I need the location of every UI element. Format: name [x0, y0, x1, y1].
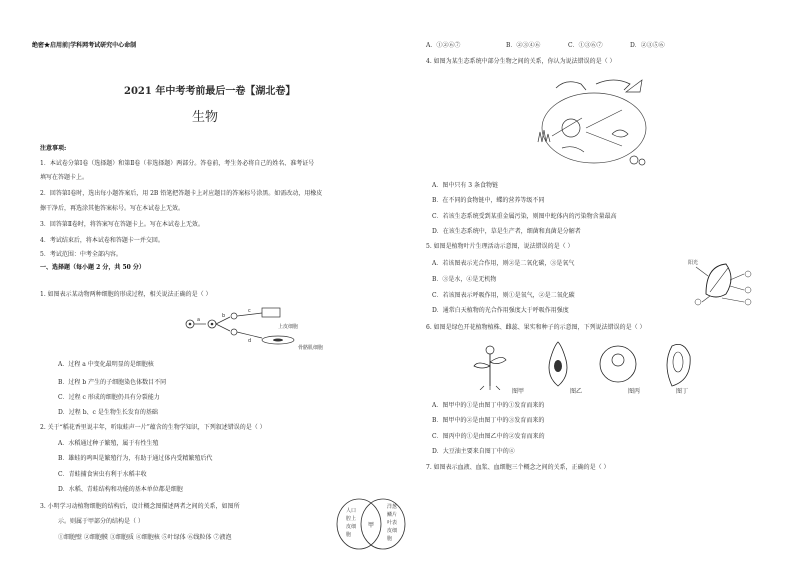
- q4-option-a: A．图中只有 3 条食物链: [432, 182, 498, 189]
- caption-jia: 图甲: [512, 388, 525, 395]
- q6-plant-diagrams: [466, 336, 706, 390]
- note-line: 2．回答第Ⅰ卷时，选出每小题答案后，用 2B 铅笔把答题卡上对应题目的答案标号涂黑。如需改动，用橡皮: [40, 190, 323, 197]
- muscle-nucleus: [273, 339, 283, 342]
- q4-option-b: B．在不同的食物链中，蝶的营养等级不同: [432, 197, 545, 204]
- top-note: 绝密★启用前|学科网考试研究中心命制: [32, 42, 137, 49]
- bird-sketch: [596, 80, 630, 90]
- q1-option-a: A．过程 a 中变化最明显的是细胞核: [58, 361, 154, 368]
- q5-option-b: B．③是水，④是无机物: [432, 276, 497, 283]
- cell-nucleus: [189, 323, 192, 326]
- q2-option-a: A．水稻通过种子繁殖，属于有性生殖: [58, 440, 159, 447]
- q3-option-b: B．②③④⑥: [506, 42, 541, 49]
- q1-stem: 1. 如图表示某动物两种细胞的形成过程，相关说法正确的是（ ）: [40, 291, 212, 298]
- mushroom-sketch: [612, 130, 628, 137]
- caption-bing: 图丙: [628, 388, 641, 395]
- q3-stem-1: 3. 小明学习动植物细胞的结构后，设计概念图描述两者之间的关系，如图所: [40, 503, 240, 510]
- cat-sketch: [556, 82, 586, 90]
- fruit-shape: [600, 346, 636, 382]
- cell-circle: [231, 313, 237, 319]
- venn-left-text: 皮细: [346, 524, 357, 530]
- subject-title: 生物: [192, 110, 219, 125]
- exam-title: 2021 年中考考前最后一卷【湖北卷】: [124, 86, 296, 97]
- venn-right-text: 胞: [387, 536, 393, 542]
- venn-left-circle: [337, 499, 381, 549]
- plant-leaf: [490, 357, 506, 363]
- q2-option-b: B．雄蛙的鸣叫是繁殖行为，有助于通过体内受精繁殖后代: [58, 455, 213, 462]
- q6-option-d: D．大豆油主要来自图丁中的④: [432, 448, 515, 455]
- cell-circle: [231, 329, 237, 335]
- q3-option-c: C．①③⑥⑦: [568, 42, 603, 49]
- section-heading: 一、选择题（每小题 2 分，共 50 分）: [40, 264, 145, 271]
- left-page: [32, 32, 398, 552]
- plant-leaf: [474, 363, 490, 368]
- seed-in-fruit: [612, 354, 624, 366]
- q7-stem: 7. 如图表示血液、血浆、血细胞三个概念之间的关系，正确的是（ ）: [426, 464, 610, 471]
- note-line: 擦干净后，再选涂其他答案标号。写在本试卷上无效。: [40, 205, 185, 212]
- q5-leaf-diagram: [682, 254, 758, 306]
- caption-yi: 图乙: [570, 388, 583, 395]
- q4-food-web-diagram: [526, 70, 656, 170]
- q2-option-d: D．水稻、青蛙结构和功能的基本单位都是细胞: [58, 486, 183, 493]
- q3-stem-2: 示。则属于甲部分的结构是（ ）: [58, 518, 144, 525]
- web-ring: [542, 93, 646, 163]
- label-upper: 上皮细胞: [278, 324, 299, 330]
- venn-mid-label: 甲: [368, 522, 375, 529]
- plant-root: [480, 386, 500, 390]
- note-line: 3．回答第Ⅱ卷时，将答案写在答题卡上。写在本试卷上无效。: [40, 221, 204, 228]
- q1-option-c: C．过程 c 形成的细胞仍具有分裂能力: [58, 394, 160, 401]
- q3-option-a: A．①②⑥⑦: [426, 42, 461, 49]
- label-lower: 骨骼肌细胞: [298, 345, 324, 351]
- label-a: a: [197, 317, 201, 323]
- q6-option-a: A．图甲中的①是由图丁中的①发育而来的: [432, 402, 545, 409]
- note-line: 填写在答题卡上。: [40, 174, 89, 181]
- caption-ding: 图丁: [676, 388, 689, 395]
- cell-nucleus: [211, 323, 214, 326]
- q2-stem: 2. 关于“稻花香里说丰年，听取蛙声一片”蕴含的生物学知识，下列叙述错误的是（ ）: [40, 424, 266, 431]
- venn-left-text: 胞: [346, 532, 352, 538]
- epithelial-cell: [262, 308, 280, 317]
- venn-right-text: 叶表: [387, 520, 398, 526]
- q5-option-d: D．通常白天植物的光合作用强度大于呼吸作用强度: [432, 307, 569, 314]
- seed-shape: [667, 344, 690, 386]
- note-line: 5．考试范围：中考全部内容。: [40, 251, 122, 258]
- q1-option-b: B．过程 b 产生的子细胞染色体数目不同: [58, 379, 167, 386]
- q4-option-c: C．若该生态系统受到某重金属污染，则图中蛇体内的污染物含量最高: [432, 213, 617, 220]
- q3-structure-list: ①细胞壁 ②细胞膜 ③细胞质 ④细胞核 ⑤叶绿体 ⑥线粒体 ⑦液泡: [58, 534, 232, 541]
- insect-sketch: [562, 147, 584, 152]
- notes-heading: 注意事项:: [40, 145, 67, 152]
- venn-right-text: 洋葱: [387, 504, 398, 510]
- q5-option-a: A．若该图表示光合作用，则②是二氧化碳，③是氧气: [432, 260, 575, 267]
- q6-stem: 6. 如图是绿色开花植物植株、雌蕊、果实和种子的示意图，下列说法错误的是（ ）: [426, 324, 646, 331]
- venn-left-text: 腔上: [346, 516, 357, 522]
- q4-option-d: D．在该生态系统中，草是生产者，细菌和真菌是分解者: [432, 228, 581, 235]
- note-line: 1．本试卷分第Ⅰ卷（选择题）和第Ⅱ卷（非选择题）两部分。答卷前，考生务必将自己的姓名、准考证号: [40, 160, 315, 167]
- grass-icon: [538, 130, 550, 142]
- q3-venn-diagram: [334, 496, 408, 552]
- q4-stem: 4. 如图为某生态系统中部分生物之间的关系，你认为说法错误的是（ ）: [426, 58, 616, 65]
- label-c: c: [248, 308, 251, 314]
- cotyledon: [673, 352, 683, 372]
- q5-stem: 5. 如图是植物叶片生理活动示意图，说法错误的是（ ）: [426, 243, 574, 250]
- plant-flower: [486, 346, 494, 354]
- q1-option-d: D．过程 b、c 是生物生长发育的基础: [58, 409, 158, 416]
- note-line: 4．考试结束后，将本试卷和答题卡一并交回。: [40, 237, 164, 244]
- sunlight-label: 阳光: [688, 260, 699, 266]
- label-b: b: [222, 313, 226, 319]
- venn-right-text: 皮细: [387, 528, 398, 534]
- venn-right-text: 鳞片: [387, 512, 398, 518]
- venn-left-text: 人口: [346, 508, 357, 514]
- q6-option-c: C．图丙中的①是由图乙中的②发育而来的: [432, 433, 545, 440]
- sun-icon: [562, 119, 580, 137]
- q1-cell-diagram: [180, 304, 336, 354]
- ovule: [554, 360, 562, 372]
- q3-option-d: D．②③⑤⑥: [630, 42, 665, 49]
- q5-option-c: C．若该图表示呼吸作用，则①是氧气，②是二氧化碳: [432, 292, 575, 299]
- q2-option-c: C．青蛙捕食害虫有利于水稻丰收: [58, 471, 147, 478]
- q6-option-b: B．图甲中的②是由图丁中的③发育而来的: [432, 417, 545, 424]
- label-d: d: [248, 338, 252, 344]
- right-page: [418, 32, 774, 552]
